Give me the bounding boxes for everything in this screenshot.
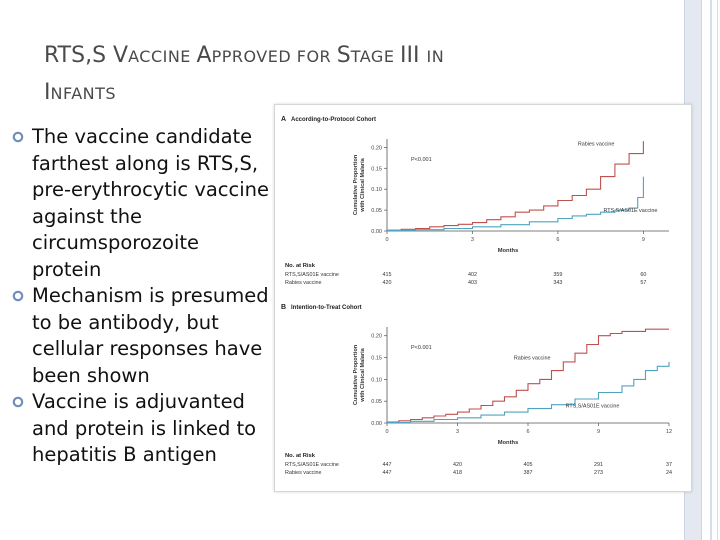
series-line [387,177,643,231]
at-risk-value: 37 [666,462,672,468]
at-risk-value: 343 [553,280,563,286]
title-fragment: IN [426,47,445,66]
y-tick-label: 0.10 [371,377,382,384]
series-label: Rabies vaccine [577,141,615,148]
panel-letter: A [281,116,287,123]
bullet-item [12,389,274,469]
title-fragment: S [336,43,351,68]
x-tick-label: 9 [641,237,645,243]
series-label: RTS,S/AS01E vaccine [603,208,658,215]
at-risk-row-label: Rabies vaccine [285,470,322,476]
at-risk-value: 291 [594,462,603,468]
x-tick-label: 9 [596,429,601,435]
y-tick-label: 0.10 [371,187,382,194]
y-tick-label: 0.05 [371,208,382,215]
at-risk-value: 415 [382,272,392,278]
p-value-label: P<0.001 [411,345,432,351]
y-axis-label: with Clinical Malaria [360,348,366,402]
bullet-list [12,124,274,469]
series-label: RTS,S/AS01E vaccine [565,403,620,410]
x-tick-label: 0 [385,429,389,435]
at-risk-row-label: Rabies vaccine [285,280,322,286]
at-risk-value: 24 [666,470,672,476]
x-tick-label: 6 [556,237,560,243]
title-fragment: RTS,S [44,43,114,68]
y-tick-label: 0.20 [371,333,382,340]
series-line [387,362,669,423]
title-fragment: III [400,43,427,68]
ring-bullet-icon [12,131,24,143]
bullet-text: Vaccine is adjuvanted and protein is linked to hepatitis B antigen [32,390,257,466]
bullet-text: The vaccine candidate farthest along is RTS,S, pre-erythrocytic vaccine against the circumsporozoite protein [32,125,270,281]
ring-bullet-icon [12,396,24,408]
slide-title [44,38,564,112]
x-axis-label: Months [497,440,519,446]
x-axis-label: Months [497,248,519,254]
at-risk-value: 402 [467,272,477,278]
decorative-side-line [710,0,712,540]
slide-title-line-1 [44,38,564,75]
at-risk-header: No. at Risk [285,263,315,269]
ring-bullet-icon [12,290,24,302]
at-risk-value: 57 [640,280,647,286]
bullet-item [12,283,274,389]
x-tick-label: 0 [385,237,389,243]
x-tick-label: 6 [526,429,530,435]
title-fragment: ACCINE [128,47,197,66]
at-risk-value: 405 [523,462,533,468]
at-risk-value: 359 [553,272,563,278]
bullet-item [12,124,274,283]
y-tick-label: 0.15 [371,166,382,173]
p-value-label: P<0.001 [411,157,432,163]
y-axis-label: Cumulative Proportion [353,344,359,406]
y-tick-label: 0.15 [371,355,382,362]
title-fragment: I [44,80,51,105]
series-label: Rabies vaccine [513,355,551,362]
title-fragment: TAGE [350,47,401,66]
y-tick-label: 0.00 [371,421,382,427]
at-risk-value: 273 [594,470,603,476]
at-risk-value: 403 [467,280,477,286]
at-risk-value: 420 [453,462,462,468]
y-tick-label: 0.05 [371,399,382,406]
kaplan-meier-figure [274,104,692,492]
series-line [387,141,643,230]
x-tick-label: 3 [470,237,474,243]
at-risk-value: 418 [453,470,462,476]
at-risk-header: No. at Risk [285,453,315,459]
y-axis-label: Cumulative Proportion [353,154,359,216]
panel-letter: B [281,304,287,311]
y-tick-label: 0.00 [371,229,382,235]
x-tick-label: 12 [665,429,673,435]
at-risk-value: 447 [382,462,392,468]
at-risk-row-label: RTS,S/AS01E vaccine [285,462,339,468]
at-risk-row-label: RTS,S/AS01E vaccine [285,272,339,278]
bullet-text: Mechanism is presumed to be antibody, but cellular responses have been shown [32,284,269,387]
kaplan-meier-svg [275,105,691,491]
title-fragment: A [196,43,212,68]
title-fragment: PPROVED FOR [211,47,337,66]
at-risk-value: 60 [640,272,647,278]
x-tick-label: 3 [455,429,460,435]
decorative-side-line-thin [717,0,718,540]
title-fragment: NFANTS [50,84,117,103]
at-risk-value: 387 [523,470,533,476]
title-fragment: V [113,43,129,68]
y-axis-label: with Clinical Malaria [360,158,366,212]
at-risk-value: 447 [382,470,392,476]
y-tick-label: 0.20 [371,145,382,152]
panel-title: Intention-to-Treat Cohort [291,305,362,311]
panel-title: According-to-Protocol Cohort [291,117,376,123]
at-risk-value: 420 [382,280,392,286]
